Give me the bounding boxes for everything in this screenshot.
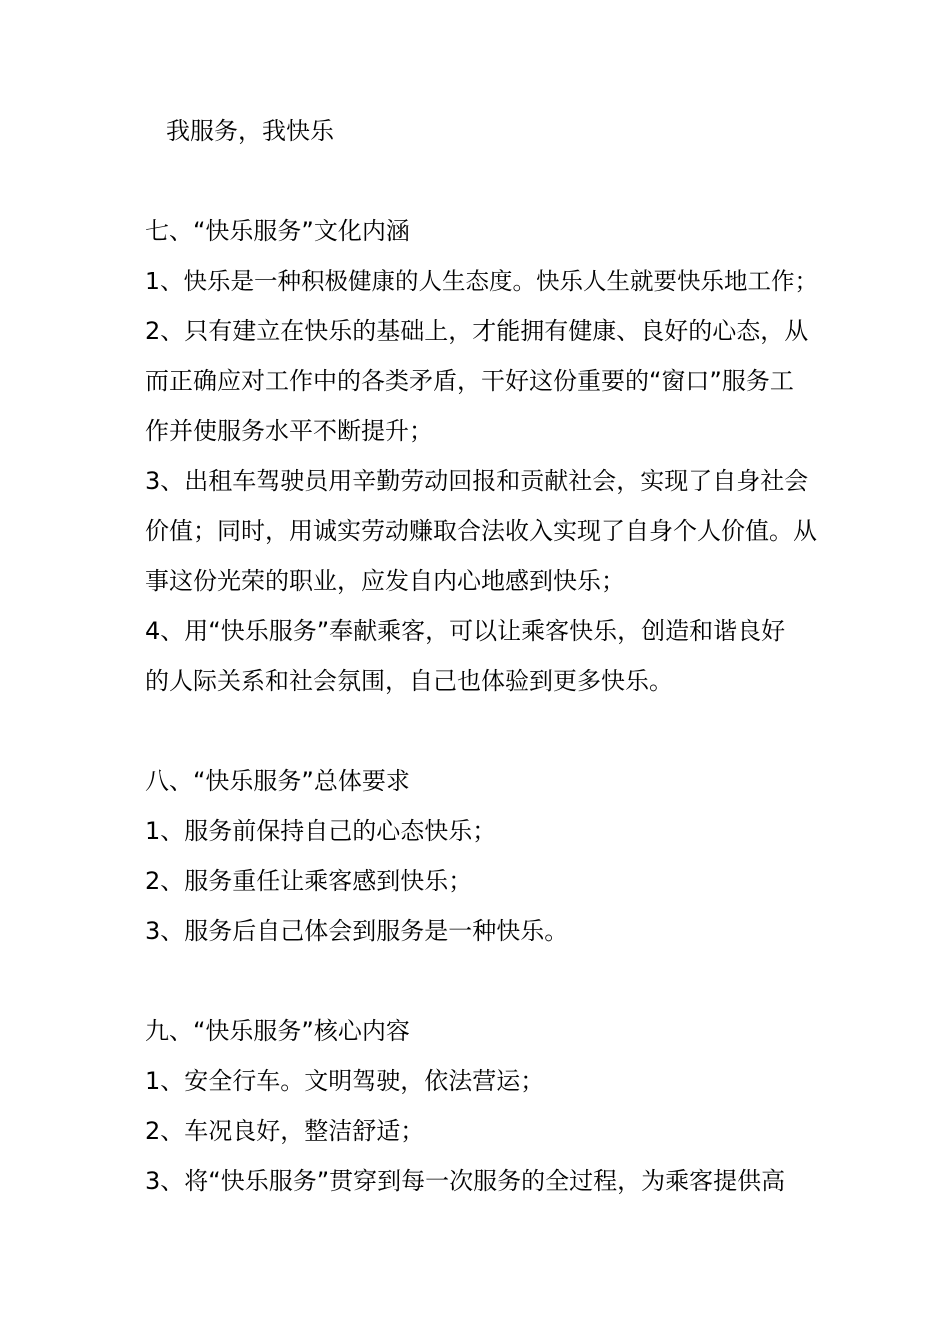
section-7-line-6: 价值；同时，用诚实劳动赚取合法收入实现了自身个人价值。从 (145, 517, 817, 545)
section-7-line-4: 作并使服务水平不断提升； (145, 417, 433, 445)
intro-line: 我服务，我快乐 (166, 117, 334, 145)
section-7-line-2: 2、只有建立在快乐的基础上，才能拥有健康、良好的心态，从 (145, 317, 809, 345)
section-8-heading: 八、“快乐服务”总体要求 (145, 767, 410, 795)
section-9-line-1: 1、安全行车。文明驾驶，依法营运； (145, 1067, 545, 1095)
section-7-line-7: 事这份光荣的职业，应发自内心地感到快乐； (145, 567, 625, 595)
section-7-line-3: 而正确应对工作中的各类矛盾，干好这份重要的“窗口”服务工 (145, 367, 794, 395)
section-7-line-9: 的人际关系和社会氛围，自己也体验到更多快乐。 (145, 667, 673, 695)
section-8-line-2: 2、服务重任让乘客感到快乐； (145, 867, 473, 895)
section-9-line-3: 3、将“快乐服务”贯穿到每一次服务的全过程，为乘客提供高 (145, 1167, 786, 1195)
section-8-line-3: 3、服务后自己体会到服务是一种快乐。 (145, 917, 569, 945)
section-9-heading: 九、“快乐服务”核心内容 (145, 1017, 410, 1045)
section-9-line-2: 2、车况良好，整洁舒适； (145, 1117, 425, 1145)
section-7-line-1: 1、快乐是一种积极健康的人生态度。快乐人生就要快乐地工作； (145, 267, 818, 295)
section-7-line-5: 3、出租车驾驶员用辛勤劳动回报和贡献社会，实现了自身社会 (145, 467, 809, 495)
section-7-heading: 七、“快乐服务”文化内涵 (145, 217, 410, 245)
section-7-line-8: 4、用“快乐服务”奉献乘客，可以让乘客快乐，创造和谐良好 (145, 617, 786, 645)
section-8-line-1: 1、服务前保持自己的心态快乐； (145, 817, 497, 845)
